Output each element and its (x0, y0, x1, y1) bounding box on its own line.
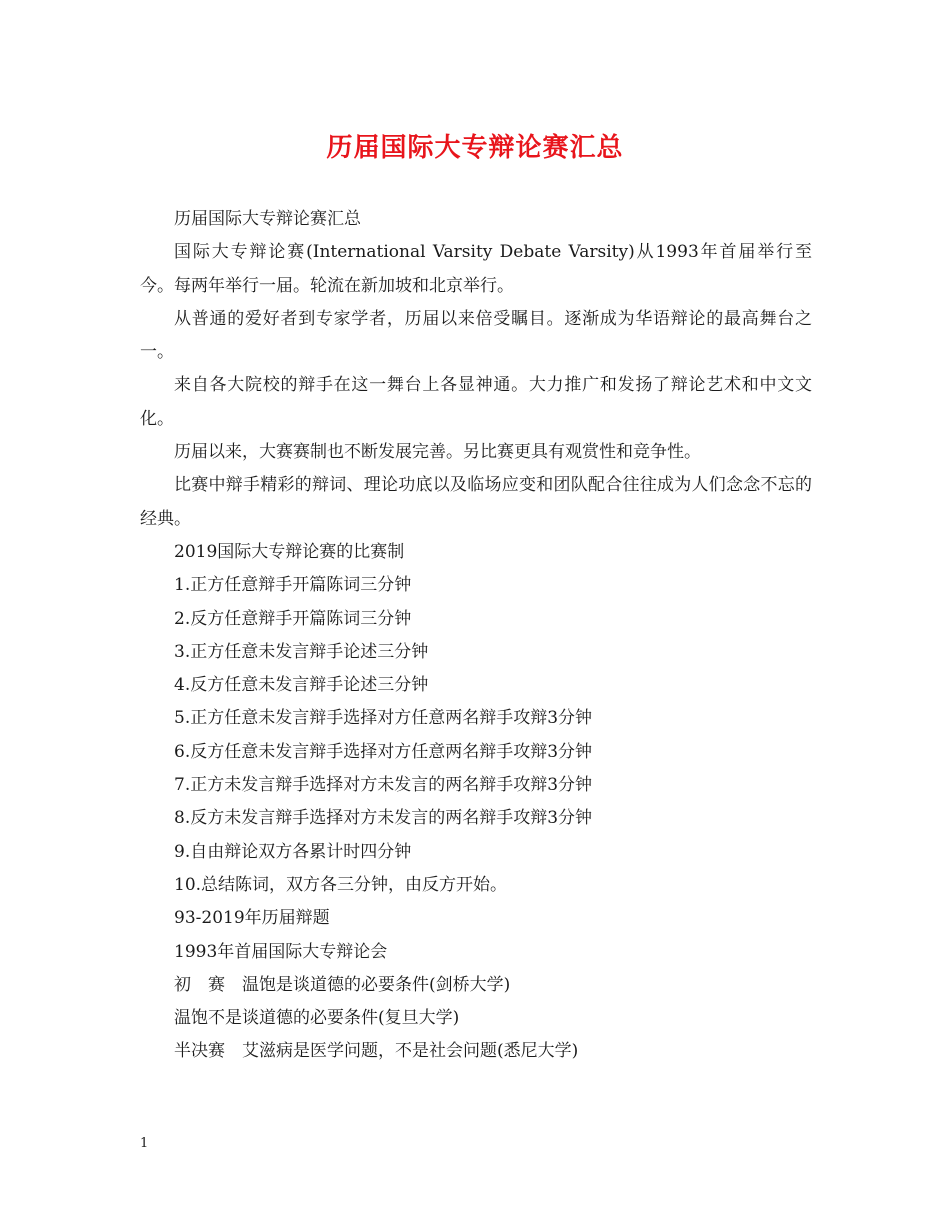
list-item: 3.正方任意未发言辩手论述三分钟 (174, 641, 429, 662)
list-item: 8.反方未发言辩手选择对方未发言的两名辩手攻辩3分钟 (174, 808, 593, 829)
list-item: 6.反方任意未发言辩手选择对方任意两名辩手攻辩3分钟 (174, 741, 593, 762)
paragraph: 历届国际大专辩论赛汇总 (174, 209, 361, 229)
list-item: 9.自由辩论双方各累计时四分钟 (174, 841, 412, 862)
paragraph: 来自各大院校的辩手在这一舞台上各显神通。大力推广和发扬了辩论艺术和中文文化。 (140, 375, 812, 429)
list-item: 2.反方任意辩手开篇陈词三分钟 (174, 608, 412, 629)
list-item: 10.总结陈词，双方各三分钟，由反方开始。 (174, 874, 508, 895)
section-heading: 93-2019年历届辩题 (174, 908, 330, 929)
paragraph: 历届以来，大赛赛制也不断发展完善。另比赛更具有观赏性和竞争性。 (174, 442, 701, 463)
paragraph: 1993年首届国际大专辩论会 (174, 941, 388, 962)
paragraph: 国际大专辩论赛(International Varsity Debate Varsity)从1993年首届举行至今。每两年举行一届。轮流在新加坡和北京举行。 (140, 242, 812, 296)
paragraph: 2019国际大专辩论赛的比赛制 (174, 541, 405, 562)
paragraph: 温饱不是谈道德的必要条件(复旦大学) (174, 1008, 460, 1029)
document-body (140, 203, 812, 1069)
list-item: 1.正方任意辩手开篇陈词三分钟 (174, 575, 412, 596)
paragraph: 初 赛 温饱是谈道德的必要条件(剑桥大学) (174, 974, 511, 995)
list-item: 5.正方任意未发言辩手选择对方任意两名辩手攻辩3分钟 (174, 708, 593, 729)
paragraph: 从普通的爱好者到专家学者，历届以来倍受瞩目。逐渐成为华语辩论的最高舞台之一。 (140, 308, 812, 363)
page-title: 历届国际大专辩论赛汇总 (326, 133, 624, 163)
list-item: 7.正方未发言辩手选择对方未发言的两名辩手攻辩3分钟 (174, 775, 593, 796)
list-item: 4.反方任意未发言辩手论述三分钟 (174, 675, 429, 696)
paragraph: 比赛中辩手精彩的辩词、理论功底以及临场应变和团队配合往往成为人们念念不忘的经典。 (140, 475, 812, 529)
page-number: 1 (140, 1136, 149, 1151)
paragraph: 半决赛 艾滋病是医学问题，不是社会问题(悉尼大学) (174, 1041, 579, 1062)
